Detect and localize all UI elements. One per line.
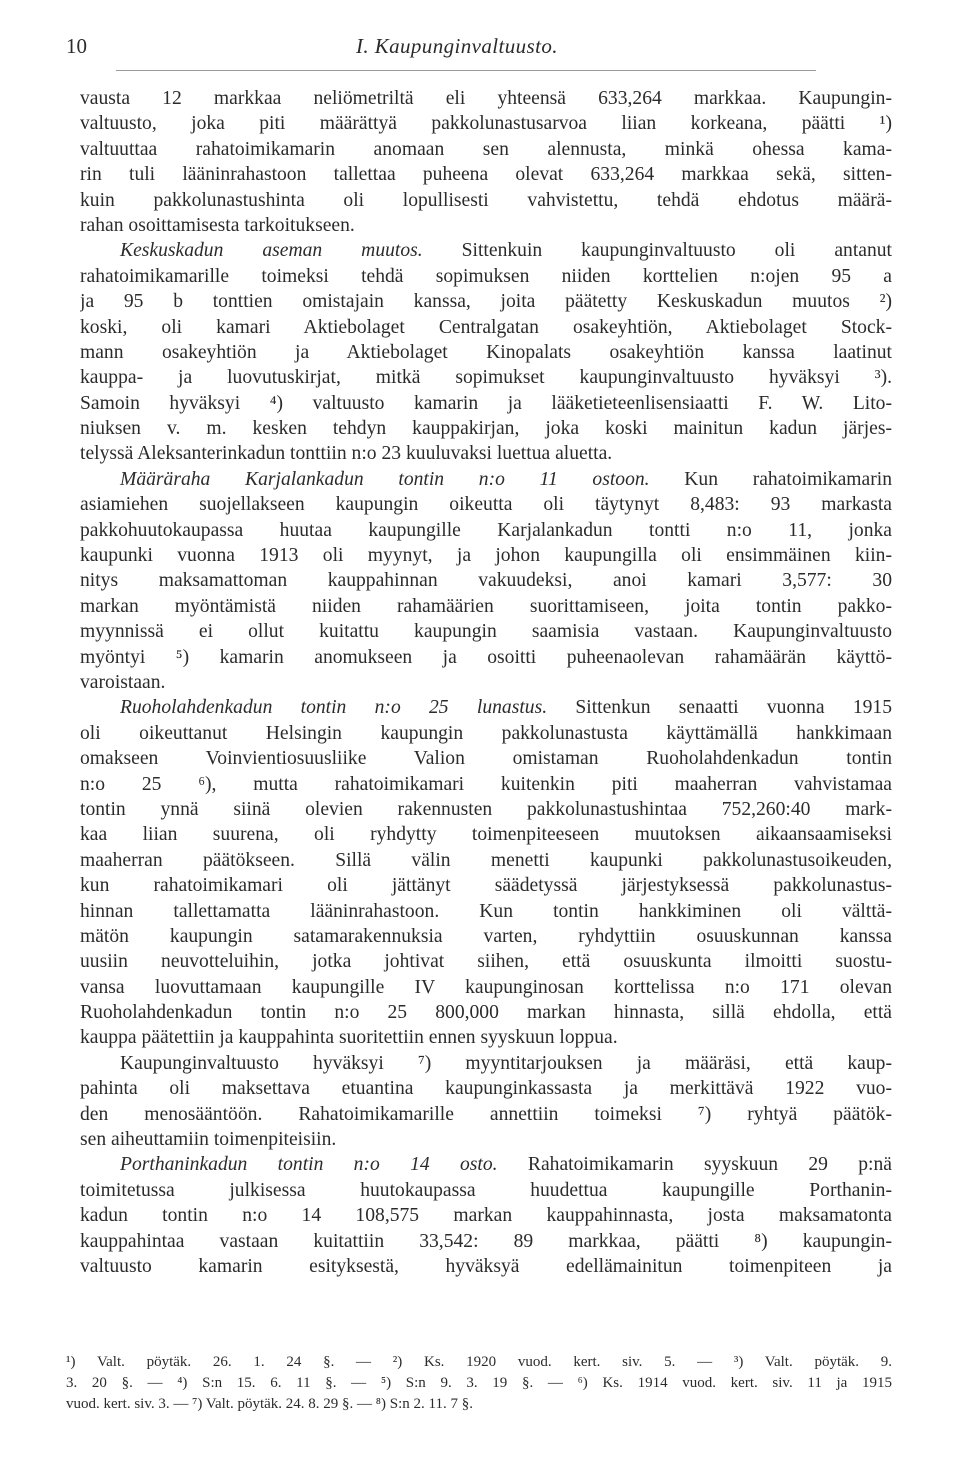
footnote-line: 3. 20 §. — ⁴) S:n 15. 6. 11 §. — ⁵) S:n 9. 3. 19 §. — ⁶) Ks. 1914 vuod. kert. siv. 11 ja 1915 <box>66 1375 892 1391</box>
text-line <box>80 492 892 517</box>
line-text: toimitetussa julkisessa huutokaupassa huudettua kaupungille Porthanin- <box>80 1179 892 1201</box>
line-text: valtuusto kamarin esityksestä, hyväksyä edellämainitun toimenpiteen ja <box>80 1255 892 1277</box>
text-line <box>80 645 892 670</box>
section-heading: Ruoholahdenkadun tontin n:o 25 lunastus. <box>120 697 548 719</box>
text-line <box>80 289 892 314</box>
line-text: asiamiehen suojellakseen kaupungin oikeutta oli täytynyt 8,483: 93 markasta <box>80 494 892 516</box>
text-line <box>80 543 892 568</box>
text-line <box>80 721 892 746</box>
text-line <box>80 797 892 822</box>
line-text: pahinta oli maksettava etuantina kaupunginkassasta ja merkittävä 1922 vuo- <box>80 1078 892 1100</box>
text-line <box>80 238 892 263</box>
text-line <box>80 924 892 949</box>
line-text: vausta 12 markkaa neliömetriltä eli yhteensä 633,264 markkaa. Kaupungin- <box>80 88 892 109</box>
line-text: markan myöntämistä niiden rahamäärien suorittamiseen, joita tontin pakko- <box>80 595 892 617</box>
text-line <box>80 695 892 720</box>
line-text: pakkohuutokaupassa huutaa kaupungille Karjalankadun tontti n:o 11, jonka <box>80 519 892 541</box>
line-text: valtuuttaa rahatoimikamarin anomaan sen alennusta, minkä ohessa kama- <box>80 138 892 160</box>
line-text: kadun tontin n:o 14 108,575 markan kauppahinnasta, josta maksamatonta <box>80 1205 892 1227</box>
text-line <box>80 975 892 1000</box>
text-line <box>80 1000 892 1025</box>
text-line <box>80 949 892 974</box>
text-line <box>80 1254 892 1279</box>
text-line <box>80 416 892 441</box>
text-line <box>80 1051 892 1076</box>
line-text: kaupunki vuonna 1913 oli myynyt, ja johon kaupungilla oli ensimmäinen kiin- <box>80 545 892 567</box>
text-line <box>80 670 892 695</box>
section-heading: Määräraha Karjalankadun tontin n:o 11 ostoon. <box>120 468 650 490</box>
line-text: vansa luovuttamaan kaupungille IV kaupunginosan korttelissa n:o 171 olevan <box>80 976 892 998</box>
text-line <box>80 340 892 365</box>
line-text: koski, oli kamari Aktiebolaget Centralgatan osakeyhtiön, Aktiebolaget Stock- <box>80 316 892 338</box>
line-text: maaherran päätökseen. Sillä välin menetti kaupunki pakkolunastusoikeuden, <box>80 849 892 871</box>
line-text: oli oikeuttanut Helsingin kaupungin pakkolunastusta käyttämällä hankkimaan <box>80 722 892 744</box>
line-text: mätön kaupungin satamarakennuksia varten, ryhdyttiin osuuskunnan kanssa <box>80 925 892 947</box>
line-text: kauppa päätettiin ja kauppahinta suoritettiin ennen syyskuun loppua. <box>80 1027 618 1049</box>
line-text: Sittenkun senaatti vuonna 1915 <box>547 697 892 719</box>
line-text: den menosääntöön. Rahatoimikamarille annettiin toimeksi ⁷) ryhtyä päätök- <box>80 1103 892 1125</box>
text-line <box>80 822 892 847</box>
text-line <box>80 137 892 162</box>
line-text: n:o 25 ⁶), mutta rahatoimikamari kuitenkin piti maaherran vahvistamaa <box>80 773 892 795</box>
text-line <box>80 873 892 898</box>
text-line <box>80 1203 892 1228</box>
text-line <box>80 188 892 213</box>
header-rule <box>116 70 816 71</box>
line-text: Kun rahatoimikamarin <box>649 468 892 490</box>
line-text: telyssä Aleksanterinkadun tonttiin n:o 23 kuuluvaksi luettua aluetta. <box>80 443 613 465</box>
footnotes <box>66 1352 892 1415</box>
text-line <box>80 391 892 416</box>
line-text: Samoin hyväksyi ⁴) valtuusto kamarin ja lääketieteenlisensiaatti F. W. Lito- <box>80 392 892 414</box>
text-line <box>80 848 892 873</box>
line-text: Sittenkuin kaupunginvaltuusto oli antanut <box>422 240 892 262</box>
text-line <box>80 1229 892 1254</box>
text-line <box>80 213 892 238</box>
line-text: nitys maksamattoman kauppahinnan vakuudeksi, anoi kamari 3,577: 30 <box>80 570 892 592</box>
footnote-line: ¹) Valt. pöytäk. 26. 1. 24 §. — ²) Ks. 1920 vuod. kert. siv. 5. — ³) Valt. pöytäk. 9. <box>66 1354 892 1370</box>
line-text: Kaupunginvaltuusto hyväksyi ⁷) myyntitarjouksen ja määräsi, että kaup- <box>120 1052 892 1074</box>
page-number: 10 <box>66 34 87 58</box>
line-text: Ruoholahdenkadun tontin n:o 25 800,000 markan hinnasta, sillä ehdolla, että <box>80 1002 892 1024</box>
text-line <box>80 315 892 340</box>
body-text <box>80 86 892 1279</box>
text-line <box>80 467 892 492</box>
line-text: rahatoimikamarille toimeksi tehdä sopimuksen niiden korttelien n:ojen 95 a <box>80 265 892 287</box>
text-line <box>80 111 892 136</box>
text-line <box>80 772 892 797</box>
line-text: tontin ynnä siinä olevien rakennusten pakkolunastushintaa 752,260:40 mark- <box>80 798 892 820</box>
text-line <box>80 1102 892 1127</box>
line-text: kun rahatoimikamari oli jättänyt säädetyssä järjestyksessä pakkolunastus- <box>80 875 892 897</box>
line-text: myynnissä ei ollut kuitattu kaupungin saamisia vastaan. Kaupunginvaltuusto <box>80 621 892 643</box>
text-line <box>80 746 892 771</box>
line-text: kauppa- ja luovutuskirjat, mitkä sopimukset kaupunginvaltuusto hyväksyi ³). <box>80 367 892 389</box>
line-text: kauppahintaa vastaan kuitattiin 33,542: 89 markkaa, päätti ⁸) kaupungin- <box>80 1230 892 1252</box>
line-text: Rahatoimikamarin syyskuun 29 p:nä <box>497 1154 892 1176</box>
line-text: omakseen Voinvientiosuusliike Valion omistaman Ruoholahdenkadun tontin <box>80 748 892 770</box>
line-text: sen aiheuttamiin toimenpiteisiin. <box>80 1129 337 1151</box>
text-line <box>80 86 892 111</box>
line-text: kuin pakkolunastushinta oli lopullisesti vahvistettu, tehdä ehdotus määrä- <box>80 189 892 211</box>
text-line <box>80 568 892 593</box>
line-text: mann osakeyhtiön ja Aktiebolaget Kinopalats osakeyhtiön kanssa laatinut <box>80 341 892 363</box>
text-line <box>80 594 892 619</box>
text-line <box>80 1152 892 1177</box>
text-line <box>80 1178 892 1203</box>
page-header <box>66 32 896 66</box>
footnote-line: vuod. kert. siv. 3. — ⁷) Valt. pöytäk. 24. 8. 29 §. — ⁸) S:n 2. 11. 7 §. <box>66 1396 473 1412</box>
line-text: varoistaan. <box>80 671 166 693</box>
text-line <box>80 1127 892 1152</box>
text-line <box>80 1076 892 1101</box>
text-line <box>80 899 892 924</box>
running-head: I. Kaupunginvaltuusto. <box>356 34 558 58</box>
text-line <box>80 619 892 644</box>
text-line <box>80 264 892 289</box>
section-heading: Keskuskadun aseman muutos. <box>120 240 423 262</box>
section-heading: Porthaninkadun tontin n:o 14 osto. <box>120 1154 498 1176</box>
line-text: hinnan tallettamatta lääninrahastoon. Kun tontin hankkiminen oli välttä- <box>80 900 892 922</box>
text-line <box>80 518 892 543</box>
text-line <box>80 441 892 466</box>
text-line <box>80 162 892 187</box>
line-text: niuksen v. m. kesken tehdyn kauppakirjan, joka koski mainitun kadun järjes- <box>80 418 892 440</box>
line-text: valtuusto, joka piti määrättyä pakkolunastusarvoa liian korkeana, päätti ¹) <box>80 113 892 135</box>
line-text: kaa liian suurena, oli ryhdytty toimenpiteeseen muutoksen aikaansaamiseksi <box>80 824 892 846</box>
line-text: rin tuli lääninrahastoon tallettaa puheena olevat 633,264 markkaa sekä, sitten- <box>80 164 892 186</box>
text-line <box>80 365 892 390</box>
line-text: uusiin neuvotteluihin, jotka johtivat siihen, että osuuskunta ilmoitti suostu- <box>80 951 892 973</box>
line-text: myöntyi ⁵) kamarin anomukseen ja osoitti puheenaolevan rahamäärän käyttö- <box>80 646 892 668</box>
line-text: ja 95 b tonttien omistajain kanssa, joita päätetty Keskuskadun muutos ²) <box>80 291 892 313</box>
text-line <box>80 1025 892 1050</box>
line-text: rahan osoittamisesta tarkoitukseen. <box>80 214 355 236</box>
